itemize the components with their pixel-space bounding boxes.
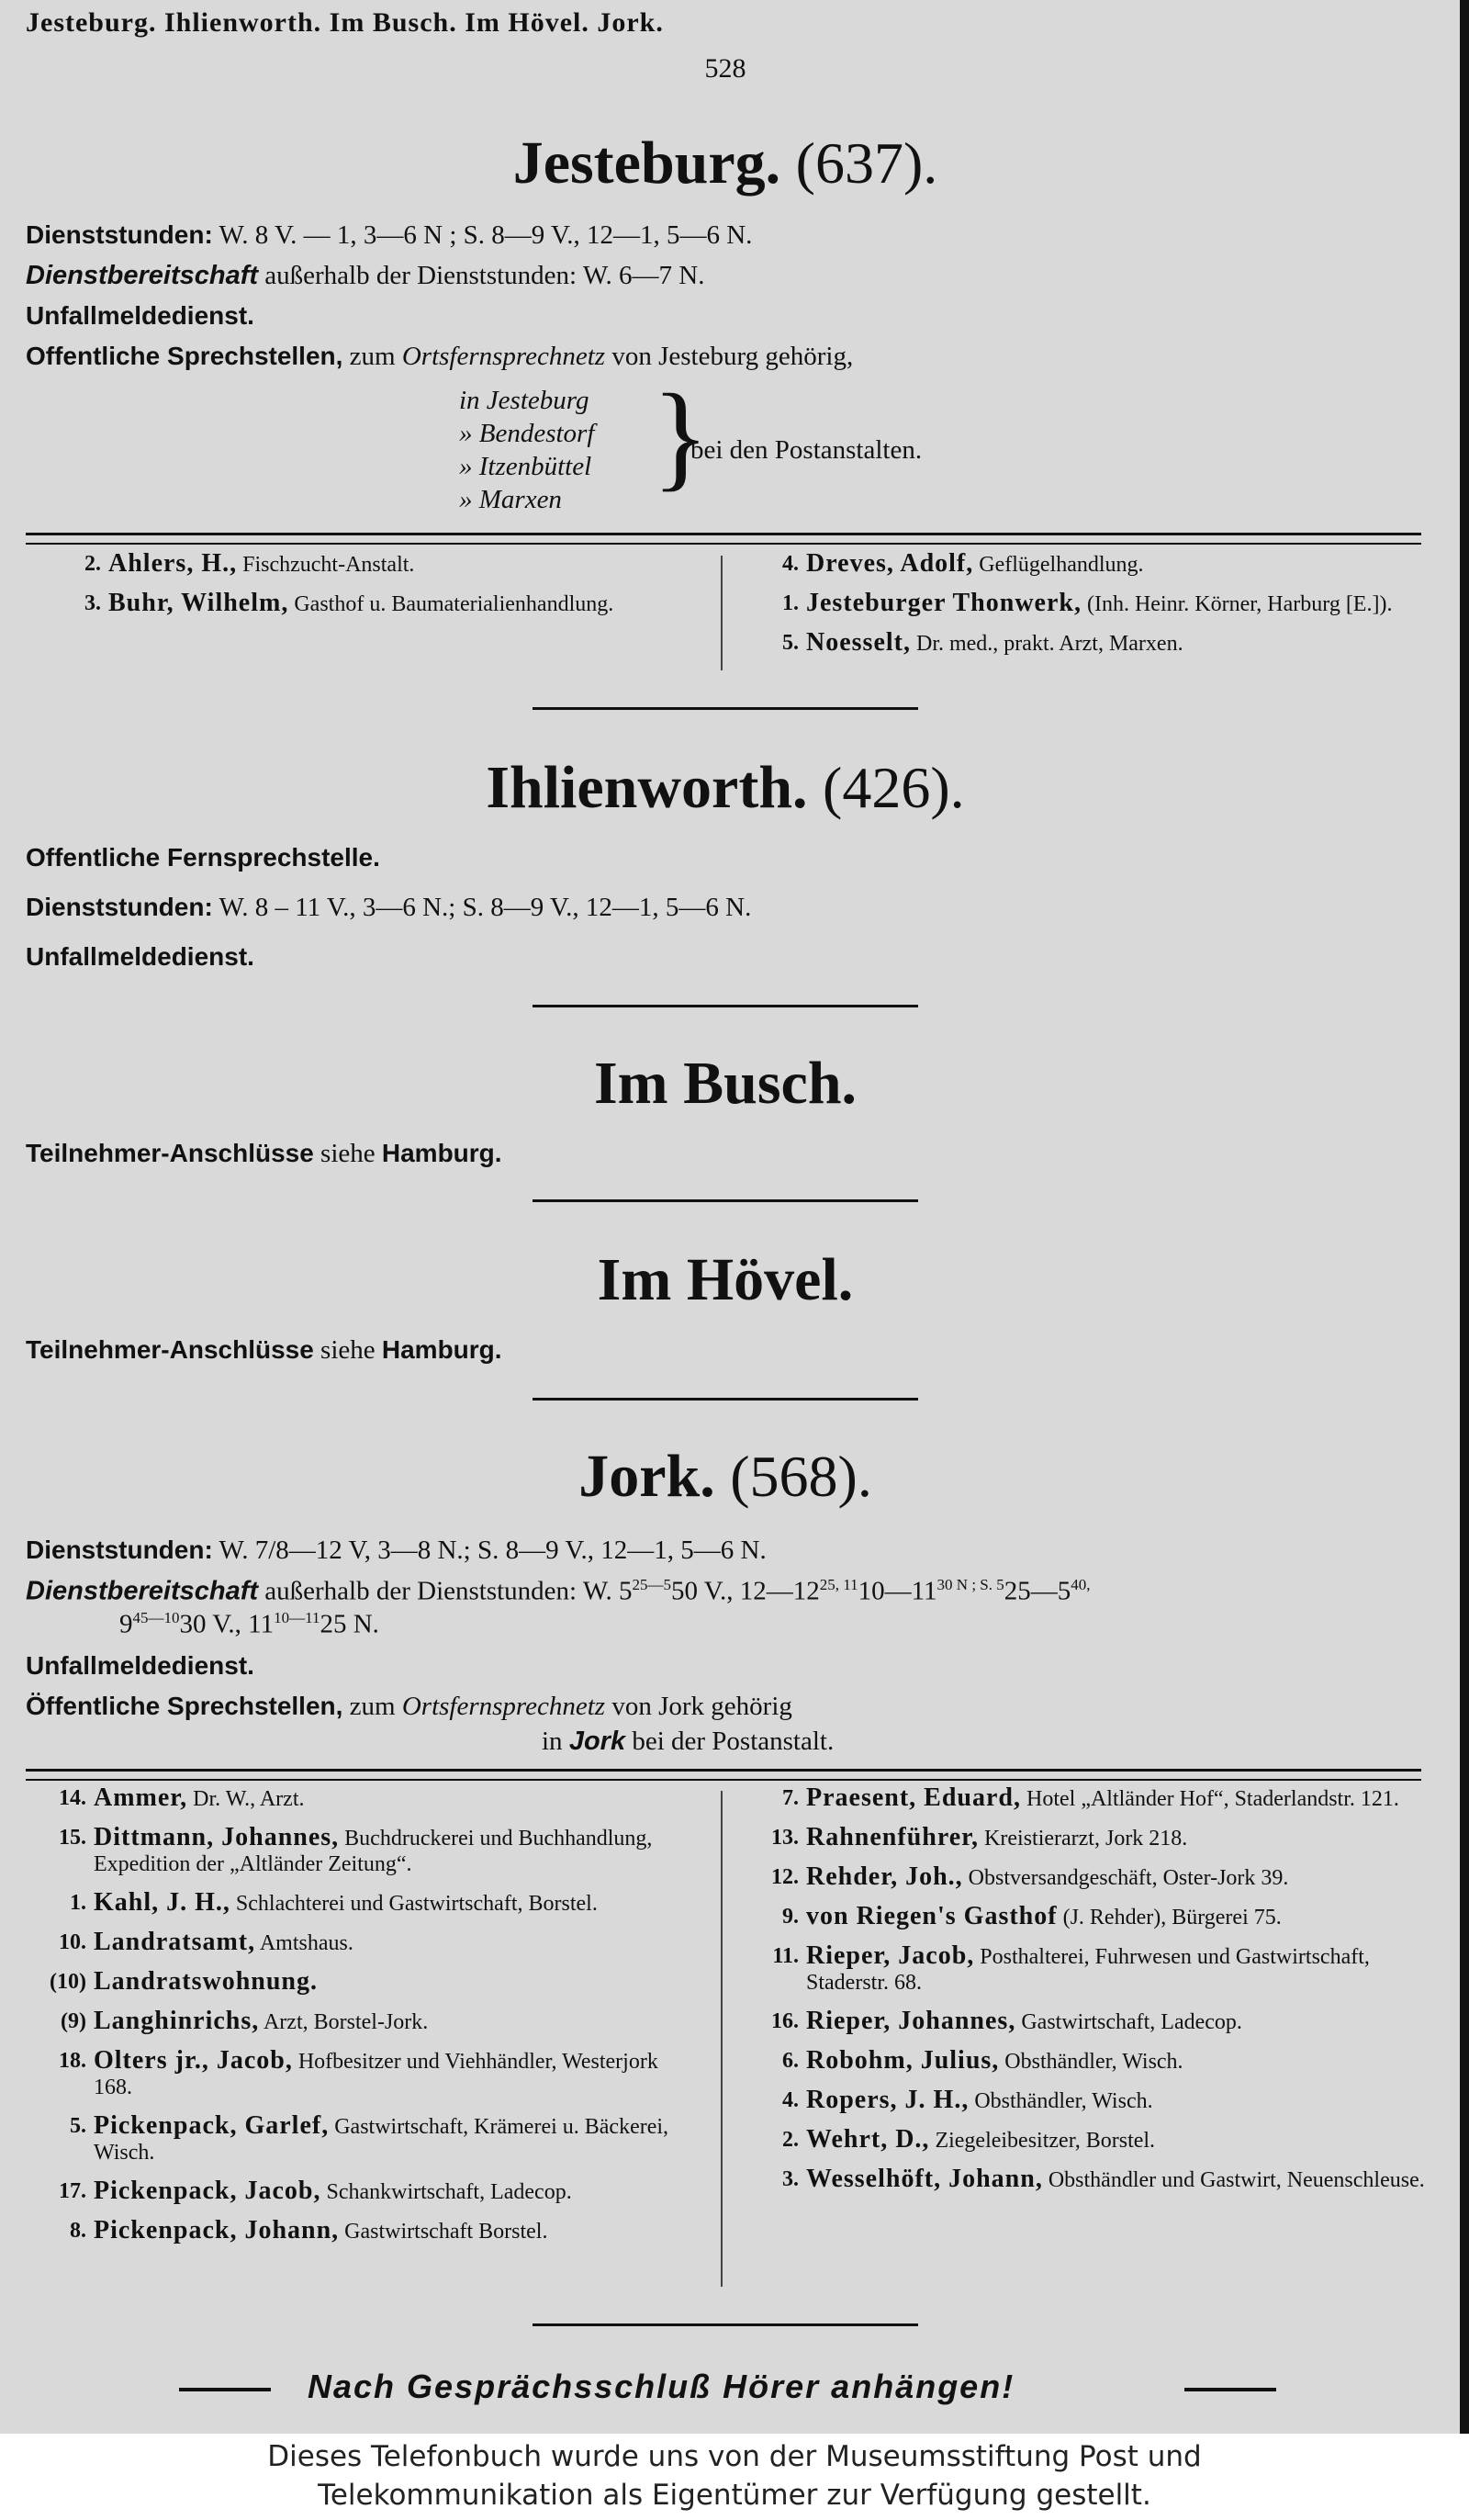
entry-name: Pickenpack, Jacob, <box>94 2177 321 2205</box>
entry-name: Rieper, Jacob, <box>806 1941 975 1970</box>
ornament-rule <box>1184 2388 1276 2391</box>
list-item <box>22 2048 701 2100</box>
section-divider <box>533 707 918 710</box>
section-title-jesteburg <box>0 129 1451 198</box>
entry-description: Schlachterei und Gastwirtschaft, Borstel. <box>235 1892 598 1916</box>
section-divider <box>533 1199 918 1202</box>
entry-number: 7. <box>782 1786 799 1810</box>
text: Ortsfernsprechnetz <box>401 342 606 371</box>
entry-description: Dr. med., prakt. Arzt, Marxen. <box>915 632 1183 656</box>
entry-description: Geflügelhandlung. <box>979 553 1144 577</box>
entry-number: 13. <box>771 1826 799 1850</box>
entry-description: Gastwirtschaft, Ladecop. <box>1021 2010 1242 2034</box>
entry-description: Amtshaus. <box>259 1931 353 1955</box>
entry-description: Arzt, Borstel-Jork. <box>263 2010 429 2034</box>
text: 10—11 <box>858 1576 937 1606</box>
entry-description: Hotel „Altländer Hof“, Staderlandstr. 121. <box>1026 1787 1399 1811</box>
list-item <box>734 2048 1428 2075</box>
entry-name: Ahlers, H., <box>108 549 238 578</box>
text: Hamburg. <box>381 1139 502 1167</box>
text: 30 V., 11 <box>179 1609 275 1639</box>
jesteburg-places-note: bei den Postanstalten. <box>690 435 923 465</box>
column-divider <box>721 1791 723 2287</box>
entry-number: 5. <box>70 2114 86 2138</box>
entry-description: Buchdruckerei und Buchhandlung, Expedition der „Altländer Zeitung“. <box>94 1827 653 1876</box>
text: 45—10 <box>132 1609 180 1626</box>
value: W. 8 – 11 V., 3—6 N.; S. 8—9 V., 12—1, 5—6 N. <box>219 893 752 922</box>
jork-sprechstellen <box>26 1692 792 1722</box>
list-item <box>734 2087 1428 2114</box>
entry-number: 12. <box>771 1865 799 1889</box>
entry-number: 16. <box>771 2009 799 2033</box>
page-number: 528 <box>704 53 746 84</box>
entry-name: Rieper, Johannes, <box>806 2007 1016 2035</box>
label: Offentliche Sprechstellen, <box>26 342 343 370</box>
entry-number: (9) <box>61 2009 86 2033</box>
column-divider <box>721 556 723 670</box>
imhoevel-text <box>26 1335 502 1366</box>
entry-number: 11. <box>772 1944 799 1968</box>
section-divider <box>533 1005 918 1007</box>
list-item <box>734 1864 1428 1891</box>
entry-description: Gastwirtschaft, Krämerei u. Bäckerei, Wisch. <box>94 2115 669 2165</box>
entry-name: Jesteburger Thonwerk, <box>806 589 1082 617</box>
entry-number: 18. <box>59 2049 86 2073</box>
bottom-note: Nach Gesprächsschluß Hörer anhängen! <box>308 2368 1015 2405</box>
text: von Jork gehörig <box>611 1692 792 1721</box>
jork-number: (568). <box>730 1444 872 1509</box>
list-item <box>734 2008 1428 2035</box>
text: 25—5 <box>1004 1576 1071 1606</box>
section-title-imbusch: Im Busch. <box>593 1050 858 1117</box>
entry-description: Obsthändler, Wisch. <box>1004 2050 1183 2074</box>
entry-name: Rahnenführer, <box>806 1823 980 1851</box>
value: W. 7/8—12 V, 3—8 N.; S. 8—9 V., 12—1, 5—6 N. <box>219 1536 767 1565</box>
list-item <box>22 2008 701 2035</box>
ihlienworth-title: Ihlienworth. <box>486 754 808 821</box>
entry-description: Hofbesitzer und Viehhändler, Westerjork 168. <box>94 2050 658 2099</box>
jesteburg-sprechstellen <box>26 342 853 372</box>
list-item <box>734 2166 1428 2193</box>
text: in <box>542 1727 563 1756</box>
section-title-imhoevel: Im Hövel. <box>597 1246 854 1313</box>
entry-name: Landratswohnung. <box>94 1967 318 1996</box>
entry-description: Gasthof u. Baumaterialienhandlung. <box>294 592 614 616</box>
entry-number: 4. <box>782 2088 799 2112</box>
text: Ortsfernsprechnetz <box>401 1692 606 1721</box>
ihlienworth-unfall: Unfallmeldedienst. <box>26 942 254 971</box>
label: Dienststunden: <box>26 1536 213 1564</box>
entry-number: 3. <box>782 2167 799 2191</box>
double-rule <box>26 1769 1421 1781</box>
entry-name: Ammer, <box>94 1783 188 1812</box>
text: Jork <box>568 1727 626 1756</box>
section-divider <box>533 2323 918 2326</box>
text: von Jesteburg gehörig, <box>611 342 854 371</box>
section-divider <box>533 1398 918 1401</box>
jesteburg-places <box>459 384 594 516</box>
footer-line: Dieses Telefonbuch wurde uns von der Museumsstiftung Post und <box>267 2440 1202 2473</box>
entry-name: Wehrt, D., <box>806 2125 930 2154</box>
text: bei der Postanstalt. <box>632 1727 835 1756</box>
entry-description: Obstversandgeschäft, Oster-Jork 39. <box>968 1866 1289 1890</box>
jork-sprechstellen-2 <box>542 1727 834 1757</box>
ihlienworth-fernsprechstelle: Offentliche Fernsprechstelle. <box>26 843 380 872</box>
entry-name: Dreves, Adolf, <box>806 549 974 578</box>
list-item <box>22 1890 701 1917</box>
entry-number: 2. <box>782 2128 799 2152</box>
entry-number: 4. <box>782 552 799 576</box>
list-item <box>734 2127 1428 2154</box>
ihlienworth-number: (426). <box>823 755 965 820</box>
entry-description: Schankwirtschaft, Ladecop. <box>326 2180 572 2204</box>
jork-right-list <box>734 1785 1428 2206</box>
entry-name: Kahl, J. H., <box>94 1888 230 1917</box>
list-item <box>734 551 1423 578</box>
entry-number: 14. <box>59 1786 86 1810</box>
entry-name: Praesent, Eduard, <box>806 1783 1021 1812</box>
text: außerhalb der Dienststunden: W. 5 <box>264 1576 633 1606</box>
entry-name: Olters jr., Jacob, <box>94 2046 293 2075</box>
entry-description: Dr. W., Arzt. <box>193 1787 305 1811</box>
entry-description: Gastwirtschaft Borstel. <box>344 2220 548 2244</box>
entry-number: 2. <box>84 552 101 576</box>
jesteburg-unfall: Unfallmeldedienst. <box>26 301 254 330</box>
text: 25 N. <box>320 1609 379 1639</box>
place: » Itzenbüttel <box>459 452 592 481</box>
entry-number: 3. <box>84 591 101 615</box>
list-item <box>22 2218 701 2244</box>
section-title-ihlienworth <box>0 753 1451 823</box>
list-item <box>22 1969 701 1996</box>
text: Teilnehmer-Anschlüsse <box>26 1139 314 1167</box>
list-item <box>22 1929 701 1956</box>
text: 50 V., 12—12 <box>671 1576 820 1606</box>
entry-number: (10) <box>50 1970 86 1994</box>
text: Teilnehmer-Anschlüsse <box>26 1335 314 1364</box>
imbusch-text <box>26 1139 502 1169</box>
text: 30 N ; S. 5 <box>936 1576 1004 1593</box>
text: siehe <box>320 1335 376 1365</box>
entry-number: 17. <box>59 2179 86 2203</box>
text: Hamburg. <box>381 1335 502 1364</box>
entry-description: Fischzucht-Anstalt. <box>242 553 415 577</box>
jesteburg-title: Jesteburg. <box>512 129 781 197</box>
entry-name: Wesselhöft, Johann, <box>806 2165 1043 2193</box>
entry-name: Dittmann, Johannes, <box>94 1823 340 1851</box>
ihlienworth-dienststunden <box>26 893 751 923</box>
jesteburg-number: (637). <box>795 130 938 196</box>
entry-number: 15. <box>59 1826 86 1850</box>
double-rule <box>26 533 1421 545</box>
value: außerhalb der Dienststunden: W. 6—7 N. <box>264 261 705 290</box>
brace: } <box>652 370 710 502</box>
text: siehe <box>320 1139 376 1168</box>
label: Dienststunden: <box>26 893 213 921</box>
jork-unfall: Unfallmeldedienst. <box>26 1651 254 1680</box>
section-title-jork <box>0 1442 1451 1512</box>
label: Öffentliche Sprechstellen, <box>26 1692 343 1720</box>
place: » Marxen <box>459 485 562 514</box>
list-item <box>734 1904 1428 1930</box>
text: 40, <box>1071 1576 1091 1593</box>
text: 9 <box>119 1609 133 1639</box>
text: 25, 11 <box>819 1576 858 1593</box>
list-item <box>37 591 698 617</box>
entry-description: (Inh. Heinr. Körner, Harburg [E.]). <box>1086 592 1393 616</box>
list-item <box>734 1943 1428 1996</box>
entry-name: Noesselt, <box>806 628 911 657</box>
list-item <box>734 1825 1428 1851</box>
list-item <box>734 630 1423 657</box>
entry-number: 1. <box>70 1891 86 1915</box>
label: Dienstbereitschaft <box>26 261 259 290</box>
label: Dienststunden: <box>26 220 213 249</box>
jesteburg-bereitschaft <box>26 261 705 291</box>
entry-name: Buhr, Wilhelm, <box>108 589 289 617</box>
entry-description: (J. Rehder), Bürgerei 75. <box>1062 1906 1282 1929</box>
text: zum <box>349 342 396 371</box>
place: in Jesteburg <box>459 386 589 415</box>
running-header: Jesteburg. Ihlienworth. Im Busch. Im Hövel. Jork. <box>26 7 664 38</box>
entry-name: Ropers, J. H., <box>806 2086 970 2114</box>
list-item <box>734 591 1423 617</box>
footer <box>0 2434 1469 2520</box>
list-item <box>37 551 698 578</box>
entry-name: Robohm, Julius, <box>806 2046 1000 2075</box>
jork-bereitschaft <box>26 1576 1091 1607</box>
text: 25—5 <box>632 1576 672 1593</box>
entry-number: 10. <box>59 1930 86 1954</box>
place: » Bendestorf <box>459 419 595 448</box>
jork-title: Jork. <box>578 1443 715 1510</box>
entry-description: Obsthändler und Gastwirt, Neuenschleuse. <box>1048 2168 1425 2192</box>
entry-number: 5. <box>782 631 799 655</box>
footer-line: Telekommunikation als Eigentümer zur Verfügung gestellt. <box>318 2479 1151 2512</box>
list-item <box>22 1825 701 1877</box>
value: W. 8 V. — 1, 3—6 N ; S. 8—9 V., 12—1, 5—6 N. <box>219 220 753 250</box>
jork-dienststunden <box>26 1536 767 1566</box>
entry-number: 9. <box>782 1905 799 1929</box>
entry-name: Pickenpack, Garlef, <box>94 2111 330 2140</box>
jesteburg-right-list <box>734 551 1423 669</box>
entry-name: von Riegen's Gasthof <box>806 1902 1058 1930</box>
list-item <box>22 2113 701 2166</box>
jesteburg-left-list <box>37 551 698 630</box>
entry-description: Posthalterei, Fuhrwesen und Gastwirtschaft, Staderstr. 68. <box>806 1945 1370 1995</box>
entry-number: 1. <box>782 591 799 615</box>
jork-bereitschaft-2 <box>119 1609 379 1640</box>
list-item <box>734 1785 1428 1812</box>
page-edge <box>1460 0 1469 2434</box>
entry-name: Rehder, Joh., <box>806 1862 963 1891</box>
entry-number: 6. <box>782 2049 799 2073</box>
entry-name: Langhinrichs, <box>94 2007 260 2035</box>
entry-description: Obsthändler, Wisch. <box>974 2089 1153 2113</box>
jork-left-list <box>22 1785 701 2257</box>
jesteburg-dienststunden <box>26 220 752 251</box>
entry-name: Landratsamt, <box>94 1928 256 1956</box>
entry-description: Ziegeleibesitzer, Borstel. <box>935 2129 1156 2153</box>
ornament-rule <box>179 2388 271 2391</box>
entry-name: Pickenpack, Johann, <box>94 2216 340 2244</box>
entry-description: Kreistierarzt, Jork 218. <box>984 1827 1188 1851</box>
text: 10—11 <box>274 1609 320 1626</box>
list-item <box>22 2178 701 2205</box>
text: zum <box>349 1692 396 1721</box>
entry-number: 8. <box>70 2219 86 2243</box>
list-item <box>22 1785 701 1812</box>
label: Dienstbereitschaft <box>26 1576 259 1606</box>
